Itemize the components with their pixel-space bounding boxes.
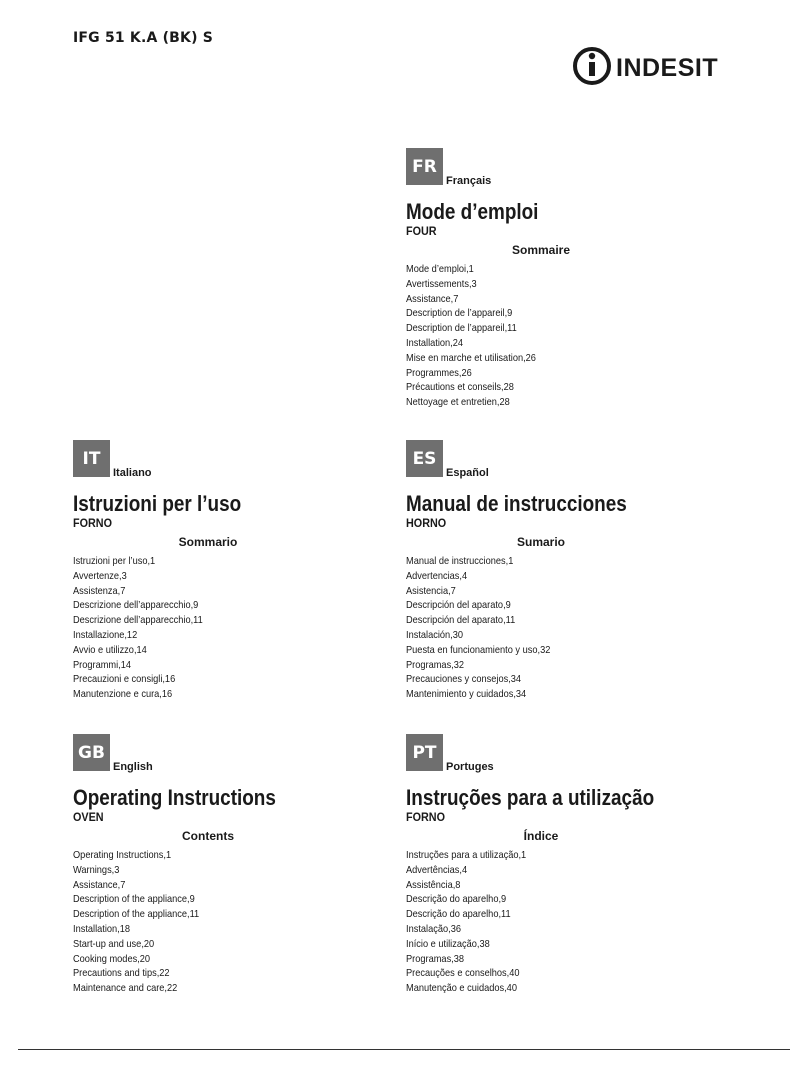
- indesit-logo: [572, 46, 722, 86]
- indesit-logo-mark: [572, 46, 722, 86]
- contents-heading: Sommaire: [511, 243, 571, 257]
- toc-item: Instruções para a utilização,1: [406, 849, 527, 861]
- section-title: Instruções para a utilização: [406, 785, 655, 810]
- toc-list: [406, 554, 706, 702]
- toc-item: Description of the appliance,11: [73, 908, 200, 921]
- toc-item: Descrição do aparelho,9: [406, 893, 507, 906]
- toc-item: Avvio e utilizzo,14: [73, 643, 147, 656]
- toc-list: [406, 262, 706, 410]
- toc-item: Mantenimiento y cuidados,34: [406, 688, 527, 701]
- toc-item: Assistance,7: [406, 292, 459, 305]
- toc-item: Programmi,14: [73, 658, 132, 671]
- toc-list: [406, 848, 706, 996]
- toc-item: Assistência,8: [406, 878, 461, 891]
- appliance-label: OVEN: [73, 810, 104, 824]
- section-es: [406, 440, 706, 718]
- section-gb: [73, 734, 373, 1012]
- toc-item: Precauciones y consejos,34: [406, 673, 522, 686]
- toc-item: Advertencias,4: [406, 569, 468, 582]
- appliance-label: FOUR: [406, 224, 437, 238]
- section-fr: [406, 148, 706, 426]
- language-badge: ES: [406, 440, 443, 477]
- toc-item: Operating Instructions,1: [73, 849, 172, 861]
- section-it: [73, 440, 373, 718]
- appliance-label: FORNO: [73, 516, 113, 530]
- section-title: Manual de instrucciones: [406, 491, 627, 516]
- language-badge: IT: [73, 440, 110, 477]
- language-name: Français: [446, 175, 492, 187]
- toc-list: [73, 848, 373, 996]
- toc-item: Início e utilização,38: [406, 937, 490, 950]
- toc-item: Cooking modes,20: [73, 952, 151, 965]
- language-badge: PT: [406, 734, 443, 771]
- contents-heading: Sumario: [516, 535, 565, 549]
- language-name: Portuges: [446, 761, 494, 773]
- footer-divider: [18, 1049, 790, 1050]
- appliance-label: HORNO: [406, 516, 447, 530]
- toc-item: Assistance,7: [73, 878, 126, 891]
- toc-item: Avvertenze,3: [73, 569, 127, 582]
- section-title: Operating Instructions: [73, 785, 276, 810]
- toc-item: Precautions and tips,22: [73, 967, 170, 980]
- section-pt: [406, 734, 706, 1012]
- contents-heading: Índice: [523, 829, 559, 843]
- toc-item: Installation,24: [406, 336, 464, 349]
- toc-item: Installation,18: [73, 922, 131, 935]
- toc-item: Précautions et conseils,28: [406, 381, 514, 394]
- toc-item: Descripción del aparato,11: [406, 614, 516, 627]
- toc-item: Programas,32: [406, 658, 465, 671]
- contents-heading: Contents: [182, 829, 234, 843]
- toc-item: Description de l’appareil,9: [406, 307, 513, 320]
- toc-item: Description de l’appareil,11: [406, 322, 517, 335]
- toc-item: Maintenance and care,22: [73, 982, 178, 995]
- toc-item: Mise en marche et utilisation,26: [406, 351, 536, 364]
- toc-list: [73, 554, 373, 702]
- toc-item: Programmes,26: [406, 366, 472, 379]
- toc-item: Descrizione dell’apparecchio,11: [73, 614, 203, 627]
- toc-item: Descripción del aparato,9: [406, 599, 511, 612]
- language-badge: GB: [73, 734, 110, 771]
- contents-heading: Sommario: [178, 535, 238, 549]
- toc-item: Puesta en funcionamiento y uso,32: [406, 643, 551, 656]
- toc-item: Istruzioni per l’uso,1: [73, 555, 156, 567]
- toc-item: Assistenza,7: [73, 584, 126, 597]
- toc-item: Manual de instrucciones,1: [406, 555, 514, 567]
- toc-item: Precauções e conselhos,40: [406, 967, 520, 980]
- toc-item: Instalación,30: [406, 628, 464, 641]
- toc-item: Manutenzione e cura,16: [73, 688, 173, 701]
- toc-item: Advertências,4: [406, 863, 468, 876]
- toc-item: Description of the appliance,9: [73, 893, 195, 906]
- model-number: IFG 51 K.A (BK) S: [73, 30, 214, 46]
- language-badge: FR: [406, 148, 443, 185]
- toc-item: Descrição do aparelho,11: [406, 908, 511, 921]
- toc-item: Asistencia,7: [406, 584, 456, 597]
- toc-item: Mode d’emploi,1: [406, 263, 474, 275]
- section-title: Mode d’emploi: [406, 199, 539, 224]
- toc-item: Installazione,12: [73, 628, 138, 641]
- toc-item: Programas,38: [406, 952, 465, 965]
- toc-item: Avertissements,3: [406, 277, 477, 290]
- language-name: Español: [446, 467, 489, 479]
- toc-item: Warnings,3: [73, 863, 120, 876]
- toc-item: Nettoyage et entretien,28: [406, 396, 510, 409]
- toc-item: Descrizione dell’apparecchio,9: [73, 599, 199, 612]
- appliance-label: FORNO: [406, 810, 446, 824]
- toc-item: Manutenção e cuidados,40: [406, 982, 517, 995]
- toc-item: Instalação,36: [406, 922, 461, 935]
- section-title: Istruzioni per l’uso: [73, 491, 242, 516]
- language-name: English: [113, 761, 153, 773]
- svg-text:INDESIT: INDESIT: [616, 54, 719, 82]
- language-name: Italiano: [113, 467, 152, 479]
- toc-item: Precauzioni e consigli,16: [73, 673, 176, 686]
- toc-item: Start-up and use,20: [73, 937, 155, 950]
